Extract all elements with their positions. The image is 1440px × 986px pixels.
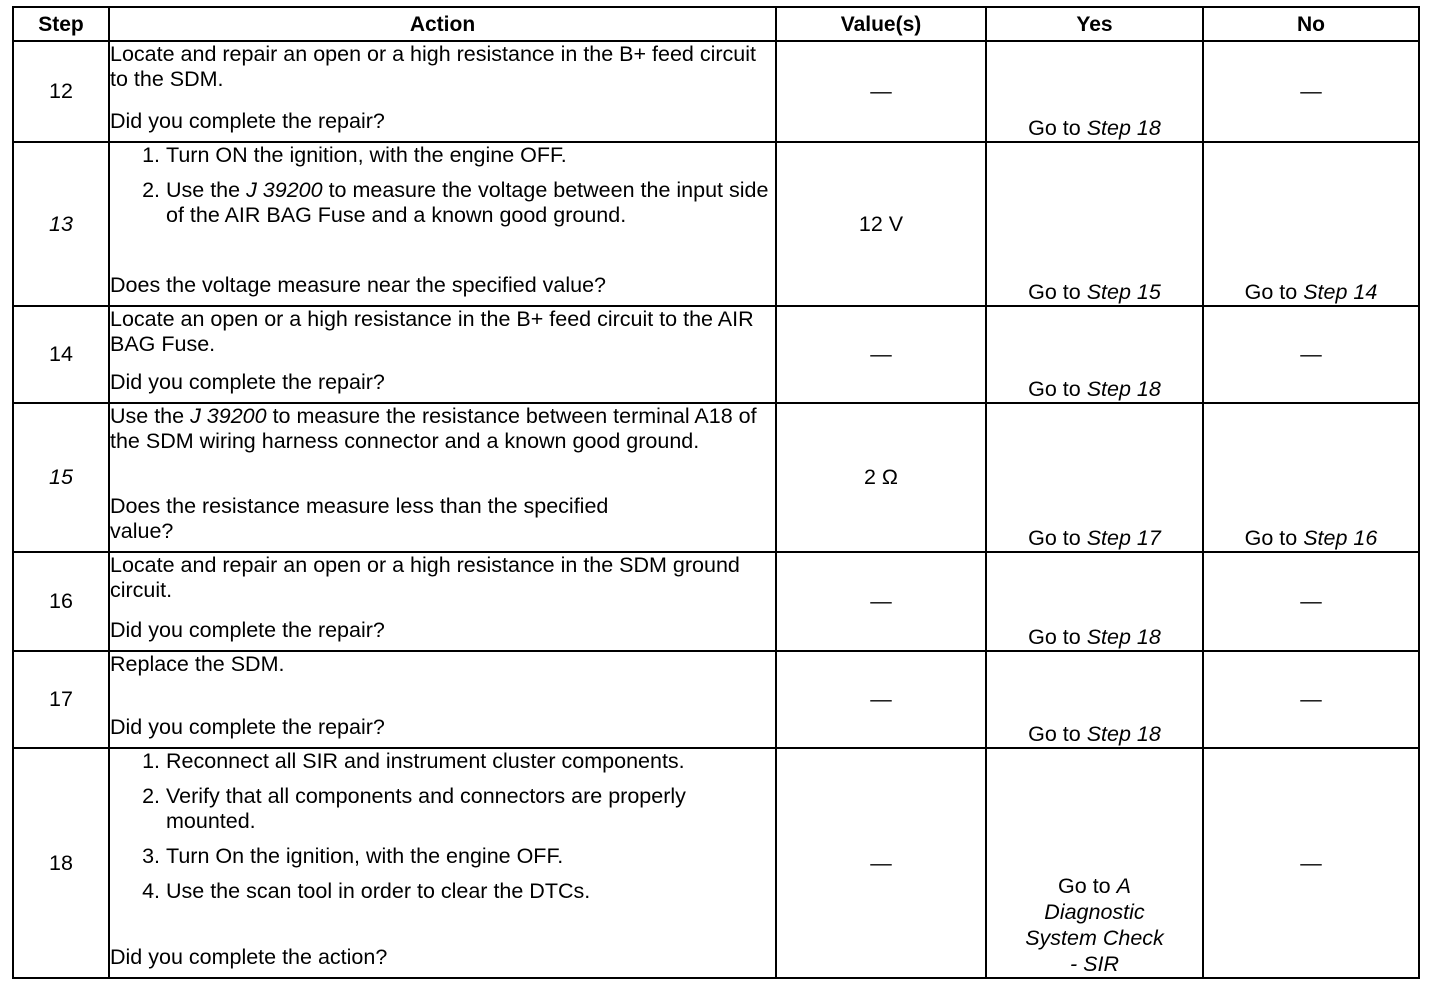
yes-multiline [1020,873,1170,977]
action-question: Did you complete the repair? [110,109,385,133]
no-cell [1203,403,1419,552]
action-question: Did you complete the repair? [110,618,385,642]
action-cell [109,651,776,748]
tool-ref: J 39200 [190,404,267,428]
value-cell: — [776,552,986,651]
action-step-item: 2. Verify that all components and connectors are properly mounted. [166,784,775,834]
no-step-ref: Step 16 [1303,526,1378,550]
value-cell: — [776,306,986,403]
action-step-item: 2. Use the J 39200 to measure the voltage between the input side of the AIR BAG Fuse and a known good ground. [166,178,775,228]
yes-step-ref: Step 18 [1086,722,1161,746]
yes-step-ref: Step 17 [1086,526,1161,550]
action-question: Did you complete the action? [110,945,388,969]
tool-ref: J 39200 [246,178,323,202]
header-values: Value(s) [776,7,986,41]
no-cell: — [1203,748,1419,978]
yes-prefix: Go to [1028,526,1087,550]
yes-step-ref: Step 18 [1086,116,1161,140]
action-text: Use the J 39200 to measure the resistance between terminal A18 of the SDM wiring harness connector and a known good ground. [110,404,757,453]
action-cell [109,748,776,978]
action-step-item: 1. Reconnect all SIR and instrument cluster components. [166,749,775,774]
header-row [13,7,1419,41]
yes-step-ref: Step 18 [1086,625,1161,649]
value-cell: 2 Ω [776,403,986,552]
table-row-step-13 [13,142,1419,306]
yes-step-ref: A Diagnostic System Check - SIR [1025,874,1164,976]
step-number: 18 [13,748,109,978]
table-row-step-12 [13,41,1419,142]
table-row-step-18 [13,748,1419,978]
no-step-ref: Step 14 [1303,280,1378,304]
action-text: Locate an open or a high resistance in the B+ feed circuit to the AIR BAG Fuse. [110,307,754,356]
step-number: 16 [13,552,109,651]
action-cell [109,552,776,651]
yes-cell [986,748,1203,978]
header-no: No [1203,7,1419,41]
action-step-list [110,143,775,234]
yes-step-ref: Step 18 [1086,377,1161,401]
action-question: Did you complete the repair? [110,370,385,394]
table-row-step-14 [13,306,1419,403]
no-prefix: Go to [1244,526,1304,550]
step-number: 13 [13,142,109,306]
yes-prefix: Go to [1028,116,1087,140]
yes-cell [986,142,1203,306]
yes-cell [986,306,1203,403]
action-step-item: 4. Use the scan tool in order to clear the DTCs. [166,879,775,904]
action-text: Locate and repair an open or a high resistance in the B+ feed circuit to the SDM. [110,42,757,91]
header-action: Action [109,7,776,41]
action-cell [109,403,776,552]
yes-cell [986,403,1203,552]
value-cell: — [776,41,986,142]
header-yes: Yes [986,7,1203,41]
yes-step-ref: Step 15 [1086,280,1161,304]
value-cell: — [776,748,986,978]
action-text: Locate and repair an open or a high resistance in the SDM ground circuit. [110,553,740,602]
no-cell [1203,142,1419,306]
yes-prefix: Go to [1028,377,1087,401]
header-step: Step [13,7,109,41]
value-cell: 12 V [776,142,986,306]
action-question: Does the voltage measure near the specified value? [110,273,607,297]
yes-cell [986,41,1203,142]
step-number: 14 [13,306,109,403]
diagnostic-table [12,6,1420,979]
no-cell: — [1203,651,1419,748]
step-number: 12 [13,41,109,142]
yes-cell [986,552,1203,651]
table-row-step-17 [13,651,1419,748]
yes-prefix: Go to [1028,625,1087,649]
action-cell [109,41,776,142]
yes-prefix: Go to [1058,874,1117,898]
yes-cell [986,651,1203,748]
action-step-item: 1. Turn ON the ignition, with the engine OFF. [166,143,775,168]
value-cell: — [776,651,986,748]
yes-prefix: Go to [1028,722,1087,746]
action-cell [109,306,776,403]
no-prefix: Go to [1244,280,1304,304]
table-row-step-15 [13,403,1419,552]
action-question: Does the resistance measure less than the specified value? [110,494,609,543]
action-step-item: 3. Turn On the ignition, with the engine OFF. [166,844,775,869]
action-text: Replace the SDM. [110,652,285,676]
no-cell: — [1203,552,1419,651]
no-cell: — [1203,41,1419,142]
step-number: 17 [13,651,109,748]
no-cell: — [1203,306,1419,403]
action-step-list [110,749,775,910]
table-row-step-16 [13,552,1419,651]
action-cell [109,142,776,306]
action-question: Did you complete the repair? [110,715,385,739]
yes-prefix: Go to [1028,280,1087,304]
step-number: 15 [13,403,109,552]
